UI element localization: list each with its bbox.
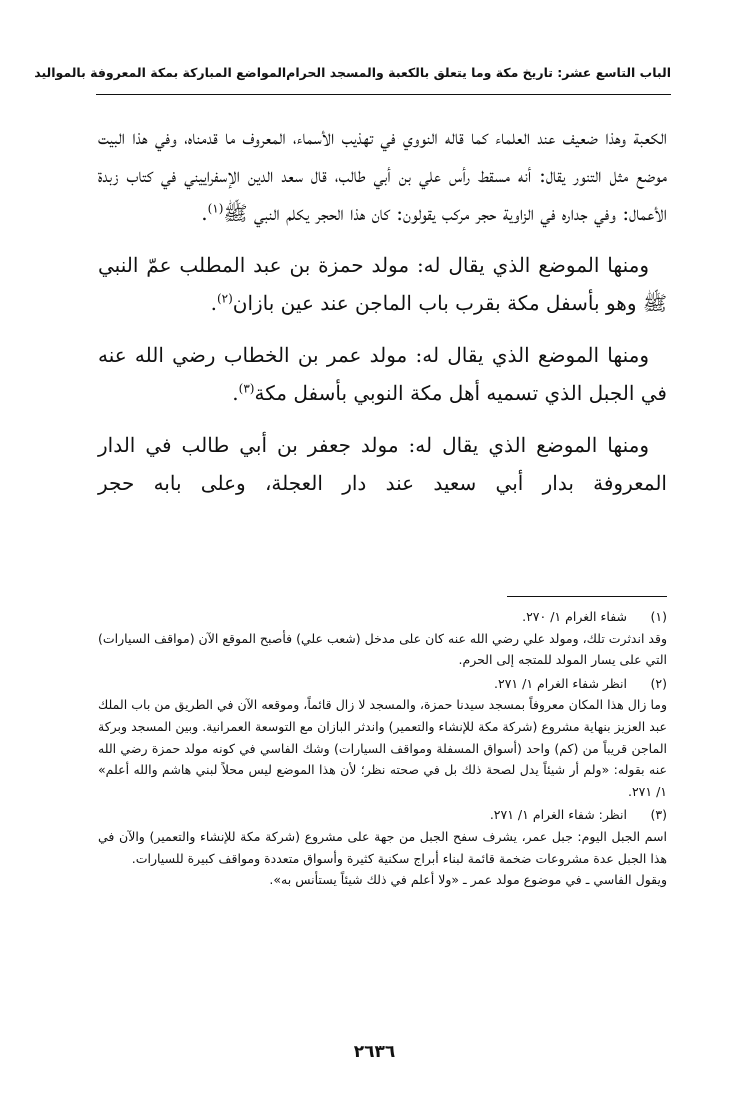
- paragraph-4: [98, 426, 667, 502]
- footnote-number: (١): [650, 609, 667, 624]
- footnote-source: شفاء الغرام ١/ ٢٧٠.: [522, 609, 627, 624]
- footnote-number: (٢): [650, 675, 667, 691]
- header-divider: [96, 94, 671, 95]
- footnote-3: [98, 804, 667, 890]
- paragraph-1: [98, 118, 667, 232]
- paragraph-end: .: [210, 291, 217, 315]
- footnote-ref: (١): [207, 201, 224, 216]
- footnote-ref: (٣): [238, 381, 255, 396]
- page-number: ٢٦٣٦: [353, 1042, 396, 1062]
- running-header: [34, 56, 671, 88]
- footnote-1: [98, 606, 667, 671]
- footnote-source: انظر: شفاء الغرام ١/ ٢٧١.: [489, 807, 627, 823]
- section-title: المواضع المباركة بمكة المعروفة بالمواليد: [34, 64, 287, 80]
- footnote-divider: [507, 596, 667, 597]
- footnote-number: (٣): [650, 807, 667, 823]
- chapter-title: الباب التاسع عشر: تاريخ مكة وما يتعلق بالكعبة والمسجد الحرام: [286, 64, 671, 80]
- footnote-comment: اسم الجبل اليوم: جبل عمر، يشرف سفح الجبل من جهة على مشروع (شركة مكة للإنشاء والتعمير) والآن في هذا الجبل عدة مشروعات ضخمة قائمة لبناء أبراج سكنية كثيرة وأسواق متعددة ومواقف كبيرة للسيارات.: [98, 828, 667, 866]
- main-text: [98, 118, 667, 516]
- paragraph-text: الكعبة وهذا ضعيف عند العلماء كما قاله النووي في تهذيب الأسماء، المعروف ما قدمناه، وفي هذا البيت موضع مثل التنور يقال: أنه مسقط رأس علي بن أبي طالب، قال سعد الدين الإسفراييني في كتاب زبدة الأعمال: وفي جداره في الزاوية حجر مركب يقولون: كان هذا الحجر يكلم النبي ﷺ: [98, 125, 667, 225]
- paragraph-end: .: [201, 201, 208, 225]
- footnote-line: [98, 804, 667, 826]
- footnote-line: [98, 606, 667, 628]
- footnote-comment: وقد اندثرت تلك، ومولد علي رضي الله عنه كان على مدخل (شعب علي) فأصبح الموقع الآن (مواقف السيارات) التي على يسار المولد للمتجه إلى الحرم.: [98, 630, 667, 668]
- footnote-comment: وما زال هذا المكان معروفاً بمسجد سيدنا حمزة، والمسجد لا زال قائماً، وموقعه الآن في الطريق من باب الملك عبد العزيز بنهاية مشروع (شركة مكة للإنشاء والتعمير) واندثر البازان مع التوسعة العمرانية. وبين المسجد وبركة الماجن قريباً من (كم) واحد (أسواق المسفلة ومواقف السيارات) وشك الفاسي في كونه مولد حمزة رضي الله عنه بقوله: «ولم أر شيئاً يدل لصحة ذلك بل في صحته نظر؛ لأن هذا الموضع ليس محلاً لبني هاشم والله أعلم» ١/ ٢٧١.: [98, 697, 667, 799]
- paragraph-3: [98, 336, 667, 412]
- paragraph-text: ومنها الموضع الذي يقال له: مولد جعفر بن أبي طالب في الدار المعروفة بدار أبي سعيد عند دار العجلة، وعلى بابه حجر: [98, 433, 667, 495]
- footnote-comment-2: ويقول الفاسي ـ في موضوع مولد عمر ـ «ولا أعلم في ذلك شيئاً يستأنس به».: [269, 872, 667, 888]
- footnote-2: [98, 673, 667, 803]
- footnote-source: انظر شفاء الغرام ١/ ٢٧١.: [494, 675, 627, 691]
- paragraph-text: ومنها الموضع الذي يقال له: مولد حمزة بن عبد المطلب عمّ النبي ﷺ وهو بأسفل مكة بقرب باب الماجن عند عين بازان: [98, 253, 667, 315]
- paragraph-2: [98, 246, 667, 322]
- footnote-ref: (٢): [216, 291, 233, 306]
- footnotes: [98, 604, 667, 891]
- paragraph-end: .: [232, 381, 239, 405]
- footnote-line: [98, 673, 667, 695]
- paragraph-text: ومنها الموضع الذي يقال له: مولد عمر بن الخطاب رضي الله عنه في الجبل الذي تسميه أهل مكة النوبي بأسفل مكة: [98, 343, 667, 405]
